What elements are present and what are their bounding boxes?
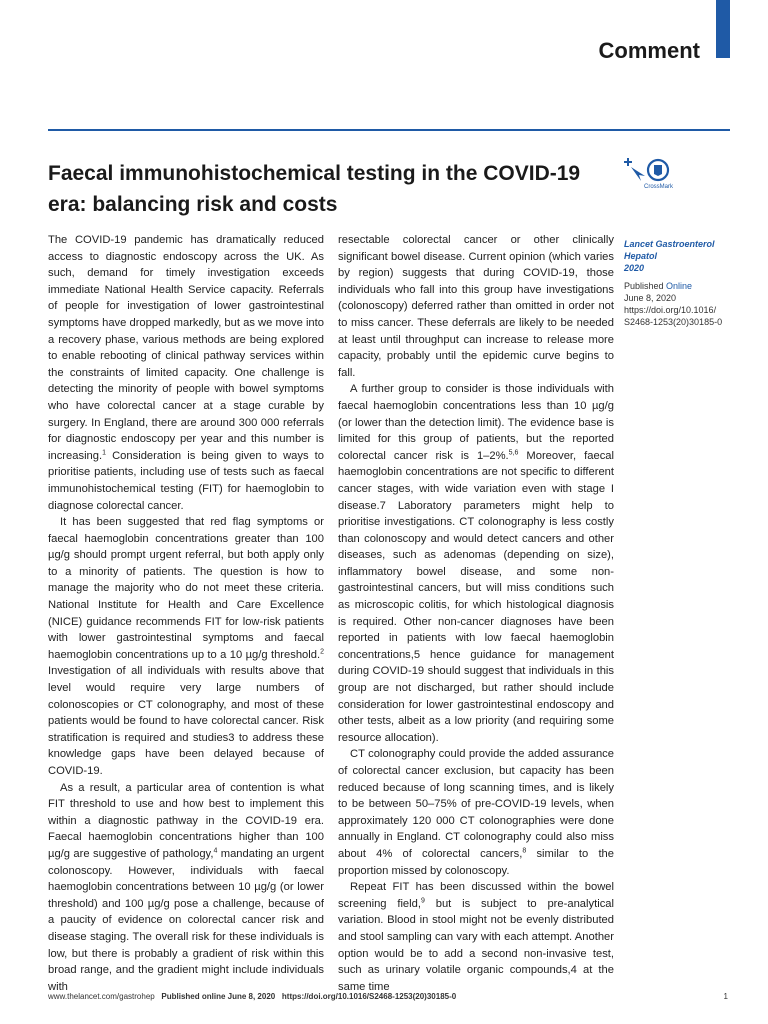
paragraph: It has been suggested that red flag symptoms or faecal haemoglobin concentrations greater than 100 µg/g should prompt urgent referral, but both apply only to a minority of patients. The question is how to manage the majority who do not meet these criteria. National Institute for Health and Care Excellence (NICE) guidance recommends FIT for low-risk patients with lower gastrointestinal symptoms and faecal haemoglobin concentrations up to a 10 µg/g threshold.$^2$ Investigation of all individuals with results above that level would require very large numbers of colonoscopies or CT colonography, and most of these patients would be found to have colorectal cancer. Risk stratification is required and studies3 to address these knowledge gaps have been delayed because of COVID-19. <box>48 516 324 777</box>
journal-name: Lancet Gastroenterol Hepatol <box>624 239 715 261</box>
journal-year: 2020 <box>624 263 645 273</box>
citation[interactable]: 8 <box>522 847 527 855</box>
published-prefix: Published <box>624 281 667 291</box>
page-footer <box>48 992 456 1001</box>
paragraph: The COVID-19 pandemic has dramatically reduced access to diagnostic endoscopy across the UK. As such, demand for timely investigation exceeds immediate National Health Service capacity. Referrals of people for investigation of lower gastrointestinal symptoms have dropped markedly, but as we move into a recovery phase, various methods are being explored to enable rebooting of clinical pathway services within the constraints of limited capacity. One challenge is detecting the minority of people with bowel symptoms who have colorectal cancer at a stage curable by surgery. In England, there are around 300 000 referrals for diagnostic endoscopy per year and this number is increasing.$^1$ Consideration is being given to ways to prioritise patients, including use of tests such as faecal immunohistochemical testing (FIT) for haemoglobin to diagnose colorectal cancer. <box>48 234 324 512</box>
body-column-left <box>48 232 324 995</box>
published-online-link[interactable]: Online <box>666 281 693 291</box>
section-label: Comment <box>598 38 700 63</box>
section-color-bar <box>716 0 730 58</box>
citation[interactable]: 5,6 <box>508 448 519 456</box>
header-rule <box>48 129 730 131</box>
citation[interactable]: 9 <box>420 897 425 905</box>
published-line <box>624 280 734 292</box>
doi-line-1[interactable]: https://doi.org/10.1016/ <box>624 305 717 315</box>
citation[interactable]: 4 <box>213 847 218 855</box>
footer-doi[interactable]: https://doi.org/10.1016/S2468-1253(20)30185-0 <box>281 992 457 1001</box>
crossmark-icon <box>622 156 676 186</box>
paragraph: Repeat FIT has been discussed within the bowel screening field,$^9$ but is subject to pre-analytical variation. Blood in stool might not be evenly distributed and stool sampling can vary with each attempt. Another option would be to add a second non-invasive test, such as urinary volatile organic compounds,4 at the same time <box>338 881 614 993</box>
page-number: 1 <box>723 992 728 1001</box>
doi-line-2[interactable]: S2468-1253(20)30185-0 <box>624 317 723 327</box>
paragraph: resectable colorectal cancer or other clinically significant bowel disease. Current opinion (which varies by region) suggests that during COVID-19, those individuals who fall into this group have investigations (colonoscopy) deferred rather than omitted in order not to miss cancer. These deferrals are likely to be needed at least until throughput can increase to release more capacity, probably until the epidemic curve begins to fall. <box>338 234 614 379</box>
citation[interactable]: 1 <box>102 448 107 456</box>
paragraph: A further group to consider is those individuals with faecal haemoglobin concentrations less than 10 µg/g (or lower than the detection limit). The evidence base is limited for this group of patients, but the reported colorectal cancer risk is 1–2%.$^{5,6}$ Moreover, faecal haemoglobin concentrations are not specific to different cancer stages, with wide variation even with stage I disease.7 Laboratory parameters might help to prioritise investigations. CT colonography is less costly than colonoscopy and would detect cancers and other diseases, such as adenomas (depending on size), inflammatory bowel disease, and some non-gastrointestinal cancers, but will miss conditions such as microscopic colitis, for which histological diagnosis is required. Other non-cancer diagnoses have been reported in patients with low faecal haemoglobin concentrations,5 hence guidance for management during COVID-19 should suggest that individuals in this group are not discharged, but rather should include consideration for lower gastrointestinal endoscopy and other tests, albeit as a low priority (and requiring some resource allocation). <box>338 383 615 744</box>
crossmark-badge[interactable] <box>622 156 676 196</box>
footer-website[interactable]: www.thelancet.com/gastrohep <box>48 992 155 1001</box>
paragraph: As a result, a particular area of contention is what FIT threshold to use and how best to implement this within a diagnostic pathway in the COVID-19 era. Faecal haemoglobin concentrations higher than 100 µg/g are suggestive of pathology,$^4$ mandating an urgent colonoscopy. However, individuals with faecal haemoglobin concentrations between 10 µg/g (or lower threshold) and 100 µg/g pose a challenge, because of a paucity of evidence on colorectal cancer risk and disease staging. The overall risk for these individuals is low, but there is probably a gradient of risk within this broad range, and the gradient might include individuals with <box>48 781 324 993</box>
crossmark-label: CrossMark <box>644 184 674 190</box>
published-date: June 8, 2020 <box>624 293 677 303</box>
footer-published: Published online June 8, 2020 <box>161 992 276 1001</box>
article-title: Faecal immunohistochemical testing in the COVID-19 era: balancing risk and costs <box>48 162 581 216</box>
paragraph: CT colonography could provide the added assurance of colorectal cancer exclusion, but capacity has been reduced because of long scanning times, and is likely to be between 50–75% of pre-COVID-19 levels, when approximately 120 000 CT colonographies were done annually in England. CT colonography could also miss about 4% of colorectal cancers,$^8$ similar to the proportion missed by colonoscopy. <box>338 748 614 877</box>
citation[interactable]: 2 <box>320 648 324 656</box>
body-column-right <box>338 232 614 995</box>
article-metadata <box>624 238 734 328</box>
